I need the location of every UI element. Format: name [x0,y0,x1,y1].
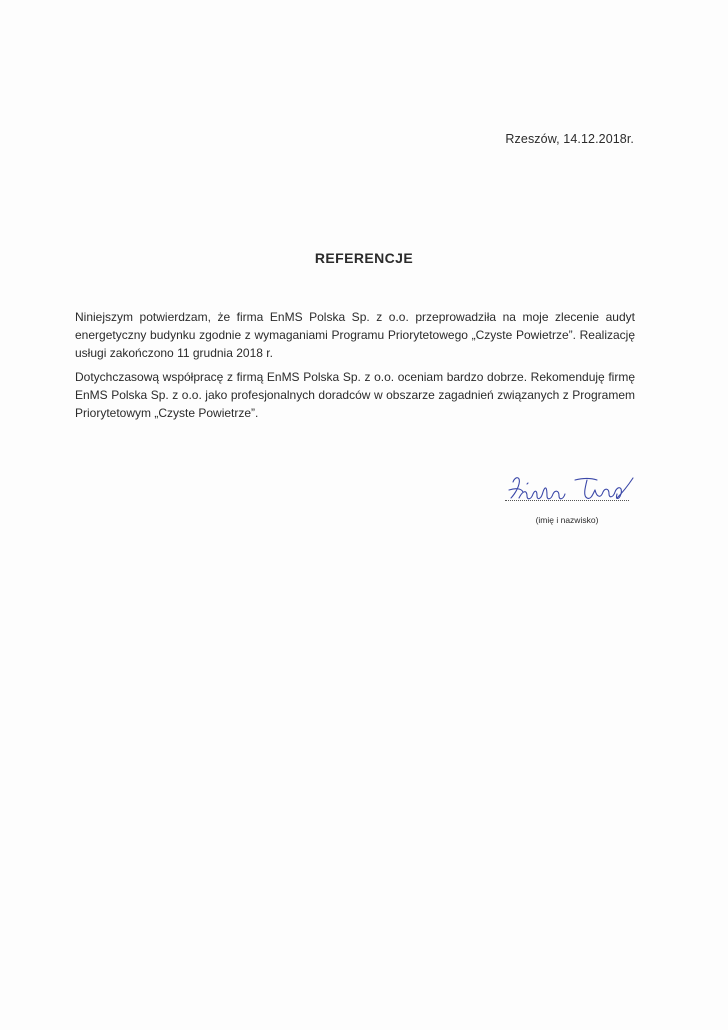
place-and-date: Rzeszów, 14.12.2018r. [505,132,634,146]
document-title: REFERENCJE [314,250,414,266]
paragraph-confirmation: Niniejszym potwierdzam, że firma EnMS Polska Sp. z o.o. przeprowadziła na moje zlecenie audyt energetyczny budynku zgodnie z wymaganiami Programu Priorytetowego „Czyste Powietrze”. Realizację usługi zakończono 11 grudnia 2018 r. [75,310,635,360]
handwritten-signature [505,468,635,512]
paragraph-recommendation: Dotychczasową współpracę z firmą EnMS Polska Sp. z o.o. oceniam bardzo dobrze. Rekomenduję firmę EnMS Polska Sp. z o.o. jako profesjonalnych doradców w obszarze zagadnień związanych z Programem Priorytetowym „Czyste Powietrze”. [75,370,635,420]
signature-line [505,500,629,501]
signature-caption: (imię i nazwisko) [535,515,599,525]
